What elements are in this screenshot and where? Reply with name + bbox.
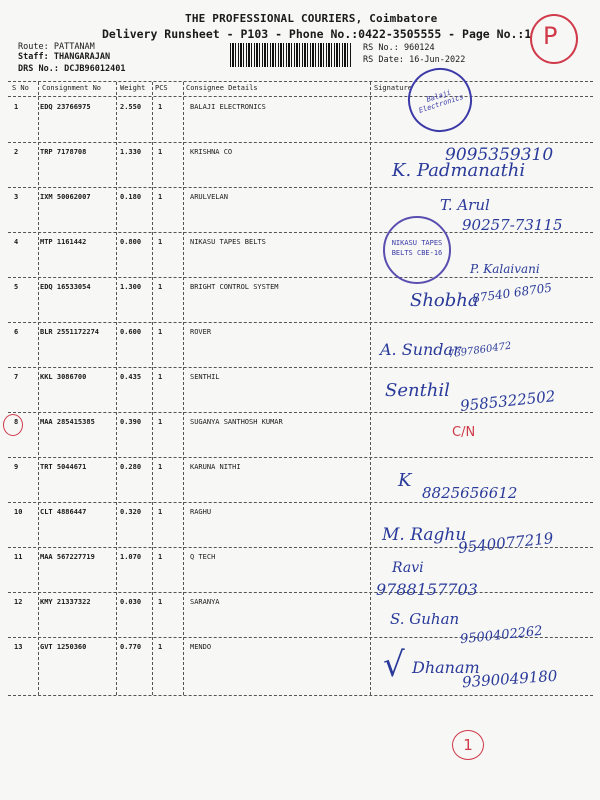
row-weight: 0.800 [120,238,142,246]
row-weight: 2.550 [120,103,142,111]
row-sno: 5 [14,283,19,291]
balaji-stamp: Balaji Electronics [400,60,481,141]
row-sno: 6 [14,328,19,336]
row-sno: 10 [14,508,23,516]
col-signature: Signature [374,84,412,92]
signature-2-name: K. Padmanathi [392,160,526,181]
row-weight: 0.435 [120,373,142,381]
signature-2-phone: 9095359310 [445,145,554,165]
row-consignment: TRT 5044671 [40,463,87,471]
row-consignee: SENTHIL [190,373,220,381]
row-pcs: 1 [158,283,163,291]
row-pcs: 1 [158,148,163,156]
row-consignment: TRP 7178708 [40,148,87,156]
row-weight: 0.770 [120,643,142,651]
table-row [8,97,593,142]
row-weight: 1.300 [120,283,142,291]
signature-5: P. Kalaivani [470,262,540,276]
row-pcs: 1 [158,103,163,111]
signature-7: Senthil [385,380,450,401]
row-sno: 13 [14,643,23,651]
row-pcs: 1 [158,328,163,336]
signature-9-phone: 8825656612 [422,484,518,502]
row-consignment: IXM 50062007 [40,193,91,201]
row-consignee: KRISHNA CO [190,148,233,156]
row-sno: 4 [14,238,19,246]
row-consignment: BLR 2551172274 [40,328,100,336]
row-consignee: RAGHU [190,508,212,516]
row-sno: 8 [14,418,19,426]
col-details: Consignee Details [186,84,258,92]
row-consignment: CLT 4886447 [40,508,87,516]
row-consignee: KARUNA NITHI [190,463,241,471]
row-sno: 11 [14,553,23,561]
row-weight: 1.070 [120,553,142,561]
col-pcs: PCS [155,84,168,92]
row-sno: 12 [14,598,23,606]
row-divider [8,695,593,696]
row-sno: 3 [14,193,19,201]
signature-12: S. Guhan [390,610,460,628]
page-mark-letter: P [543,22,558,50]
runsheet-subtitle: Delivery Runsheet - P103 - Phone No.:0422-3505555 - Page No.:1 [102,27,532,41]
col-sno: S No [12,84,29,92]
row-pcs: 1 [158,418,163,426]
row-pcs: 1 [158,598,163,606]
rs-no-value: 960124 [403,43,435,53]
row-weight: 0.280 [120,463,142,471]
signature-3: T. Arul [440,196,490,214]
signature-12-phone: 9500402262 [459,623,544,648]
row-consignment: MAA 567227719 [40,553,95,561]
row-pcs: 1 [158,508,163,516]
rs-date-value: 16-Jun-2022 [409,55,466,65]
table-row [8,547,593,592]
signature-11-phone: 9788157703 [376,580,478,599]
route-line: Route: PATTANAM [18,42,95,52]
signature-13-mark: √ [383,645,405,685]
nikasu-stamp: NIKASU TAPES BELTS CBE-16 [383,216,451,284]
row-weight: 0.180 [120,193,142,201]
row-consignee: SUGANYA SANTHOSH KUMAR [190,418,283,426]
rs-date-line: RS Date: 16-Jun-2022 [363,55,466,65]
signature-9: K [398,470,412,491]
row-consignee: BALAJI ELECTRONICS [190,103,266,111]
table-row [8,412,593,457]
row-consignment: MTP 1161442 [40,238,87,246]
cn-note: C/N [452,425,476,440]
bottom-number: 1 [463,736,473,754]
row-sno: 2 [14,148,19,156]
signature-10-phone: 9540077219 [457,529,555,557]
barcode [230,43,352,67]
row-pcs: 1 [158,463,163,471]
signature-13: Dhanam [412,658,480,677]
signature-10-name: M. Raghu [382,525,467,545]
page-title: THE PROFESSIONAL COURIERS, Coimbatore [185,12,438,25]
row-weight: 1.330 [120,148,142,156]
row-consignee: BRIGHT CONTROL SYSTEM [190,283,279,291]
staff-line: Staff: THANGARAJAN [18,52,111,62]
row-consignment: KMY 21337322 [40,598,91,606]
page-mark-circle [530,14,578,64]
signature-13-phone: 9390049180 [461,666,558,692]
staff-value: THANGARAJAN [53,52,111,62]
row-8-circle [3,414,23,436]
row-consignee: Q TECH [190,553,216,561]
bottom-circle [452,730,484,760]
col-weight: Weight [120,84,146,92]
rs-no-line: RS No.: 960124 [363,43,435,53]
row-weight: 0.320 [120,508,142,516]
signature-7-phone: 9585322502 [459,387,557,415]
row-pcs: 1 [158,643,163,651]
row-consignment: GVT 1250360 [40,643,87,651]
row-sno: 7 [14,373,19,381]
signature-5-mark: Shobha [410,290,479,311]
col-consignment: Consignment No [42,84,102,92]
signature-3-phone: 90257-73115 [462,216,563,234]
row-pcs: 1 [158,553,163,561]
drs-line: DRS No.: DCJB96012401 [18,64,126,74]
row-weight: 0.390 [120,418,142,426]
row-consignment: KKL 3086700 [40,373,87,381]
row-consignment: EDQ 23766975 [40,103,91,111]
drs-value: DCJB96012401 [64,64,126,74]
row-consignee: SARANYA [190,598,220,606]
row-sno: 9 [14,463,19,471]
row-consignee: ROVER [190,328,212,336]
signature-5-phone: 87540 68705 [471,280,553,306]
row-weight: 0.030 [120,598,142,606]
row-pcs: 1 [158,373,163,381]
route-value: PATTANAM [53,42,95,52]
row-consignment: EDQ 16533054 [40,283,91,291]
row-consignee: ARULVELAN [190,193,228,201]
row-consignee: NIKASU TAPES BELTS [190,238,266,246]
signature-6: A. Sundar [380,340,461,359]
row-pcs: 1 [158,193,163,201]
signature-6-phone: 7397860472 [447,340,513,361]
row-pcs: 1 [158,238,163,246]
row-consignee: MENDO [190,643,212,651]
row-weight: 0.600 [120,328,142,336]
row-consignment: MAA 285415385 [40,418,95,426]
table-header [8,82,593,96]
row-sno: 1 [14,103,19,111]
signature-11: Ravi [392,560,424,576]
